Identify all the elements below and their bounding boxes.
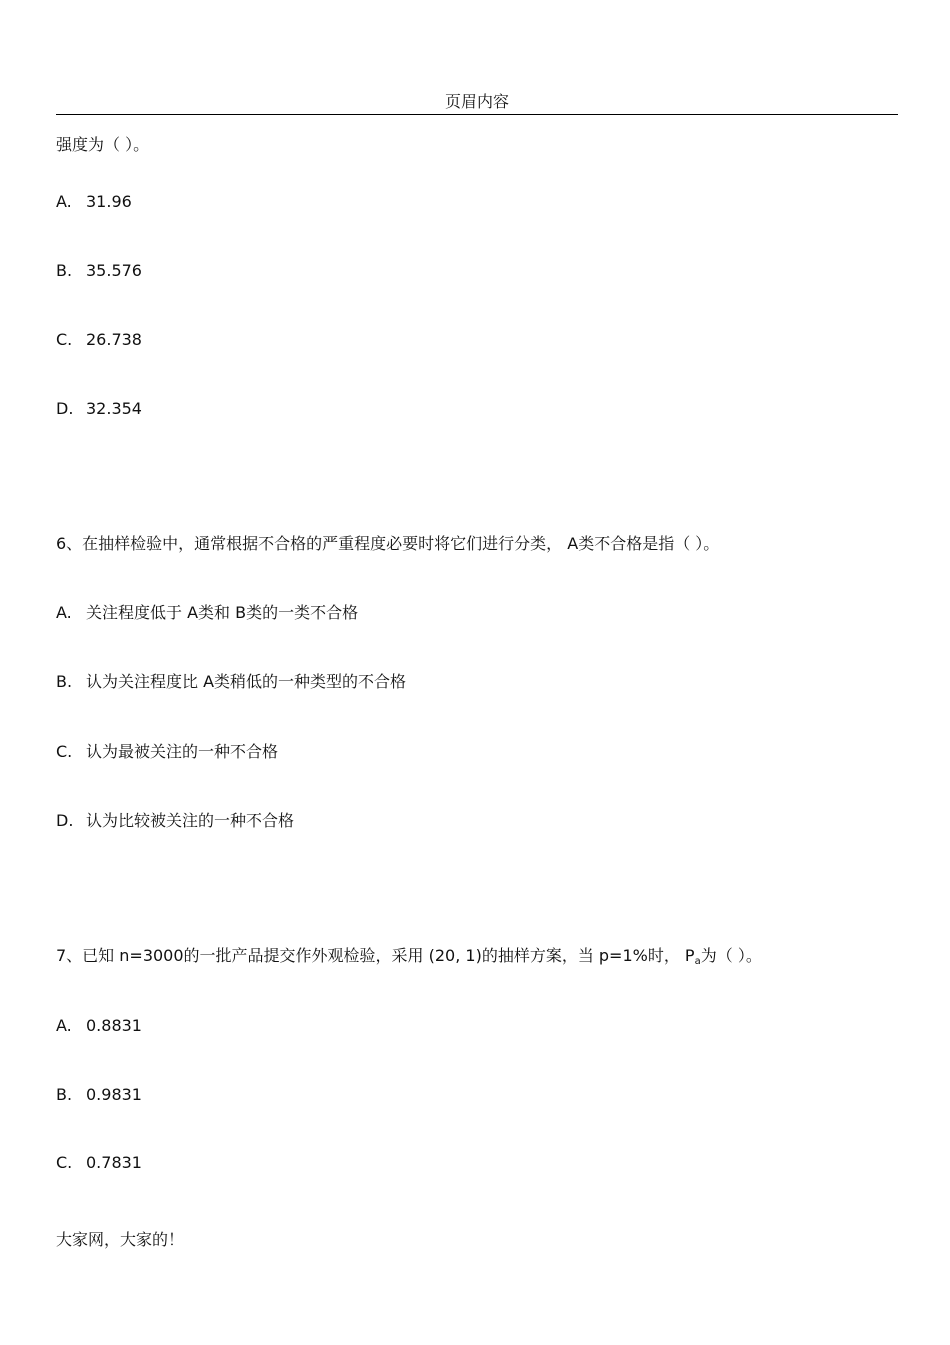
option-text: 0.9831 xyxy=(86,1085,142,1104)
q6-stem: 6、在抽样检验中，通常根据不合格的严重程度必要时将它们进行分类， A类不合格是指（ ）。 xyxy=(56,534,720,553)
q5-option-b xyxy=(56,260,142,282)
q5-option-a xyxy=(56,191,132,213)
q5-stem: 强度为（ ）。 xyxy=(56,135,150,154)
q7-stem-end: 为（ ）。 xyxy=(700,946,762,965)
option-text: 认为比较被关注的一种不合格 xyxy=(86,811,295,830)
option-text: 认为最被关注的一种不合格 xyxy=(86,742,279,761)
q7-option-a xyxy=(56,1015,142,1037)
option-text: 31.96 xyxy=(86,192,132,211)
q7-stem xyxy=(56,945,762,973)
q6-option-b xyxy=(56,671,406,693)
q7-stem-subscript: a xyxy=(694,956,701,967)
option-letter: C. xyxy=(56,330,73,349)
q6-option-d xyxy=(56,810,294,832)
q6-option-a xyxy=(56,602,358,624)
option-text: 35.576 xyxy=(86,261,142,280)
option-letter: A. xyxy=(56,192,72,211)
option-letter: D. xyxy=(56,399,74,418)
option-text: 关注程度低于 A类和 B类的一类不合格 xyxy=(86,603,359,622)
q7-option-c xyxy=(56,1152,142,1174)
option-letter: C. xyxy=(56,1153,73,1172)
q7-option-b xyxy=(56,1084,142,1106)
page-footer: 大家网，大家的！ xyxy=(56,1230,185,1249)
option-letter: A. xyxy=(56,1016,72,1035)
option-letter: B. xyxy=(56,1085,73,1104)
option-letter: C. xyxy=(56,742,73,761)
option-letter: A. xyxy=(56,603,72,622)
option-text: 32.354 xyxy=(86,399,142,418)
option-text: 0.8831 xyxy=(86,1016,142,1035)
q6-option-c xyxy=(56,741,278,763)
option-text: 26.738 xyxy=(86,330,142,349)
q7-stem-main: 7、已知 n=3000的一批产品提交作外观检验，采用 (20, 1)的抽样方案，当 p=1%时， P xyxy=(56,946,695,965)
option-text: 认为关注程度比 A类稍低的一种类型的不合格 xyxy=(86,672,407,691)
option-text: 0.7831 xyxy=(86,1153,142,1172)
page-header: 页眉内容 xyxy=(56,90,898,115)
option-letter: B. xyxy=(56,261,73,280)
option-letter: D. xyxy=(56,811,74,830)
q5-option-d xyxy=(56,398,142,420)
option-letter: B. xyxy=(56,672,73,691)
q5-option-c xyxy=(56,329,142,351)
